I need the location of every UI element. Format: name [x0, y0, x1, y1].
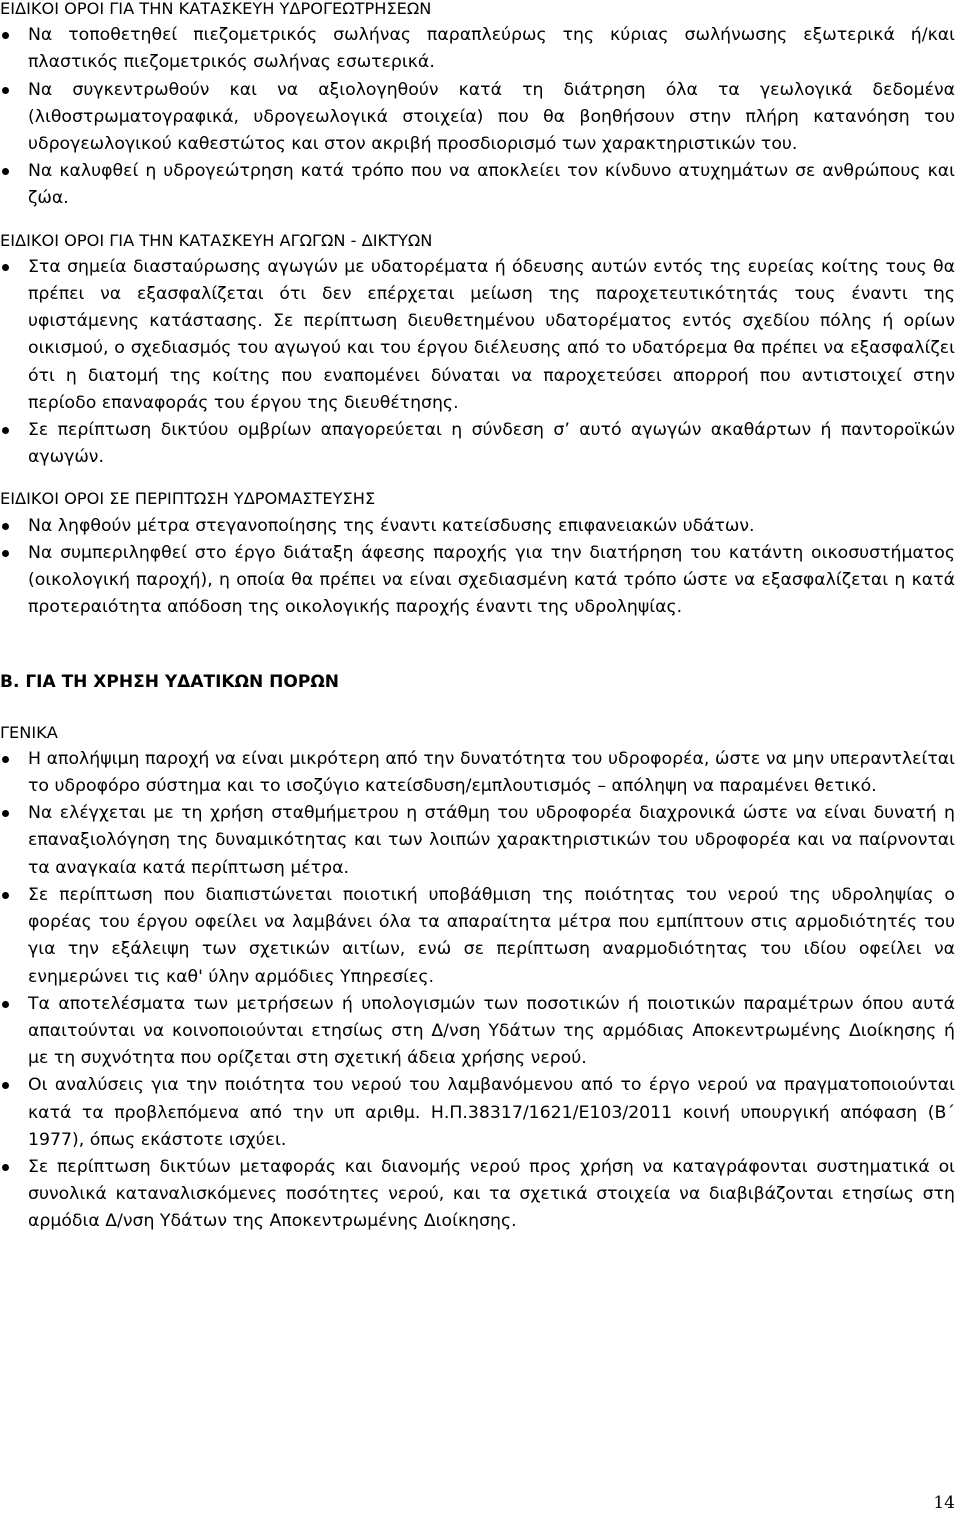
section-heading-drilling: ΕΙΔΙΚΟΙ ΟΡΟΙ ΓΙΑ ΤΗΝ ΚΑΤΑΣΚΕΥΗ ΥΔΡΟΓΕΩΤΡΗΣΕΩΝ [0, 0, 432, 18]
list-item [0, 991, 955, 1073]
bullet-icon [2, 756, 9, 763]
list-item [0, 1154, 955, 1236]
list-item [0, 800, 955, 882]
section-heading-pipes: ΕΙΔΙΚΟΙ ΟΡΟΙ ΓΙΑ ΤΗΝ ΚΑΤΑΣΚΕΥΗ ΑΓΩΓΩΝ - ΔΙΚΤΥΩΝ [0, 230, 433, 250]
bullet-icon [2, 32, 9, 39]
bullet-icon [2, 1001, 9, 1008]
bullet-icon [2, 810, 9, 817]
list-item-text: Να τοποθετηθεί πιεζομετρικός σωλήνας παραπλεύρως της κύριας σωλήνωσης εξωτερικά ή/και πλαστικός πιεζομετρικός σωλήνας εσωτερικά. [28, 25, 955, 73]
list-item-text: Να ελέγχεται με τη χρήση σταθμήμετρου η στάθμη του υδροφορέα διαχρονικά ώστε να είναι δυνατή η επαναξιολόγηση της δυναμικότητας και των λοιπών χαρακτηριστικών του υδροφορέα και να παίρνονται τα αναγκαία κατά περίπτωση μέτρα. [28, 803, 955, 878]
part-b-subheading: ΓΕΝΙΚΑ [0, 722, 58, 742]
page-number: 14 [933, 1493, 955, 1513]
list-item-text: Να ληφθούν μέτρα στεγανοποίησης της έναντι κατείσδυσης επιφανειακών υδάτων. [28, 515, 755, 536]
bullet-icon [2, 1164, 9, 1171]
bullet-list-water-catchment [0, 513, 955, 622]
list-item-text: Σε περίπτωση δικτύων μεταφοράς και διανομής νερού προς χρήση να καταγράφονται συστηματικά οι συνολικά καταναλισκόμενες ποσότητες νερού, και τα σχετικά στοιχεία να διαβιβάζονται ετησίως στη αρμόδια Δ/νση Υδάτων της Αποκεντρωμένης Διοίκησης. [28, 1156, 955, 1232]
list-item [0, 158, 955, 212]
bullet-icon [2, 523, 9, 530]
bullet-icon [2, 892, 9, 899]
list-item-text: Να συμπεριληφθεί στο έργο διάταξη άφεσης παροχής για την διατήρηση του κατάντη οικοσυστήματος (οικολογική παροχή), η οποία θα πρέπει να είναι σχεδιασμένη κατά τρόπο ώστε να εξασφαλίζεται η κατά προτεραιότητα απόδοση της οικολογικής παροχής έναντι της υδροληψίας. [28, 542, 955, 618]
list-item-text: Να συγκεντρωθούν και να αξιολογηθούν κατά τη διάτρηση όλα τα γεωλογικά δεδομένα (λιθοστρωματογραφικά, υδρογεωλογικά στοιχεία) που θα βοηθήσουν στην πλήρη κατανόηση του υδρογεωλογικού καθεστώτος και στον ακριβή προσδιορισμό των χαρακτηριστικών του. [28, 79, 955, 155]
bullet-icon [2, 550, 9, 557]
list-item-text: Η απολήψιμη παροχή να είναι μικρότερη από την δυνατότητα του υδροφορέα, ώστε να μην υπεραντλείται το υδροφόρο σύστημα και το ισοζύγιο κατείσδυση/εμπλουτισμός – απόληψη να παραμένει θετικό. [28, 748, 955, 797]
list-item [0, 77, 955, 159]
list-item-text: Τα αποτελέσματα των μετρήσεων ή υπολογισμών των ποσοτικών ή ποιοτικών παραμέτρων όπου αυτά απαιτούνται να κοινοποιούνται ετησίως στη Δ/νση Υδάτων της αρμόδιας Αποκεντρωμένης Διοίκησης ή με τη συχνότητα που ορίζεται στη σχετική άδεια χρήσης νερού. [28, 993, 955, 1069]
list-item-text: Να καλυφθεί η υδρογεώτρηση κατά τρόπο που να αποκλείει τον κίνδυνο ατυχημάτων σε ανθρώπους και ζώα. [28, 161, 955, 209]
list-item-text: Στα σημεία διασταύρωσης αγωγών με υδατορέματα ή όδευσης αυτών εντός της ευρείας κοίτης τους θα πρέπει να εξασφαλίζεται ότι δεν επέρχεται μείωση της παροχετευτικότητάς τους έναντι της υφιστάμενης κατάστασης. Σε περίπτωση διευθετημένου υδατορέματος εντός σχεδίου πόλης ή ορίων οικισμού, ο σχεδιασμός του αγωγού και του έργου διέλευσης από το υδατόρεμα θα πρέπει να εξασφαλίζει ότι η διατομή της κοίτης που εναπομένει δύναται να παροχετεύσει απορροή που αντιστοιχεί στην περίοδο επαναφοράς του έργου της διευθέτησης. [28, 256, 955, 413]
list-item-text: Οι αναλύσεις για την ποιότητα του νερού του λαμβανόμενου από το έργο νερού να πραγματοποιούνται κατά τα προβλεπόμενα από την υπ αριθμ. Η.Π.38317/1621/Ε103/2011 κοινή υπουργική απόφαση (Β΄ 1977), όπως εκάστοτε ισχύει. [28, 1075, 955, 1150]
bullet-icon [2, 1082, 9, 1089]
list-item [0, 22, 955, 76]
list-item [0, 417, 955, 471]
bullet-icon [2, 264, 9, 271]
bullet-icon [2, 87, 9, 94]
list-item [0, 513, 955, 540]
bullet-list-drilling [0, 22, 955, 212]
list-item [0, 540, 955, 622]
bullet-icon [2, 427, 9, 434]
list-item-text: Σε περίπτωση που διαπιστώνεται ποιοτική υποβάθμιση της ποιότητας του νερού της υδροληψίας ο φορέας του έργου οφείλει να λαμβάνει όλα τα απαραίτητα μέτρα που εμπίπτουν στις αρμοδιότητές του για την εξάλειψη των σχετικών αιτίων, ενώ σε περίπτωση αναρμοδιότητας του ιδίου οφείλει να ενημερώνει τις καθ' ύλην αρμόδιες Υπηρεσίες. [28, 884, 955, 987]
section-heading-water-catchment: ΕΙΔΙΚΟΙ ΟΡΟΙ ΣΕ ΠΕΡΙΠΤΩΣΗ ΥΔΡΟΜΑΣΤΕΥΣΗΣ [0, 489, 376, 509]
list-item [0, 746, 955, 800]
list-item [0, 1072, 955, 1154]
bullet-list-pipes [0, 254, 955, 472]
list-item [0, 254, 955, 417]
list-item-text: Σε περίπτωση δικτύου ομβρίων απαγορεύεται η σύνδεση σ’ αυτό αγωγών ακαθάρτων ή παντοροϊκών αγωγών. [28, 420, 955, 468]
bullet-icon [2, 168, 9, 175]
part-b-title: Β. ΓΙΑ ΤΗ ΧΡΗΣΗ ΥΔΑΤΙΚΩΝ ΠΟΡΩΝ [0, 672, 339, 693]
bullet-list-general [0, 746, 955, 1236]
list-item [0, 882, 955, 991]
